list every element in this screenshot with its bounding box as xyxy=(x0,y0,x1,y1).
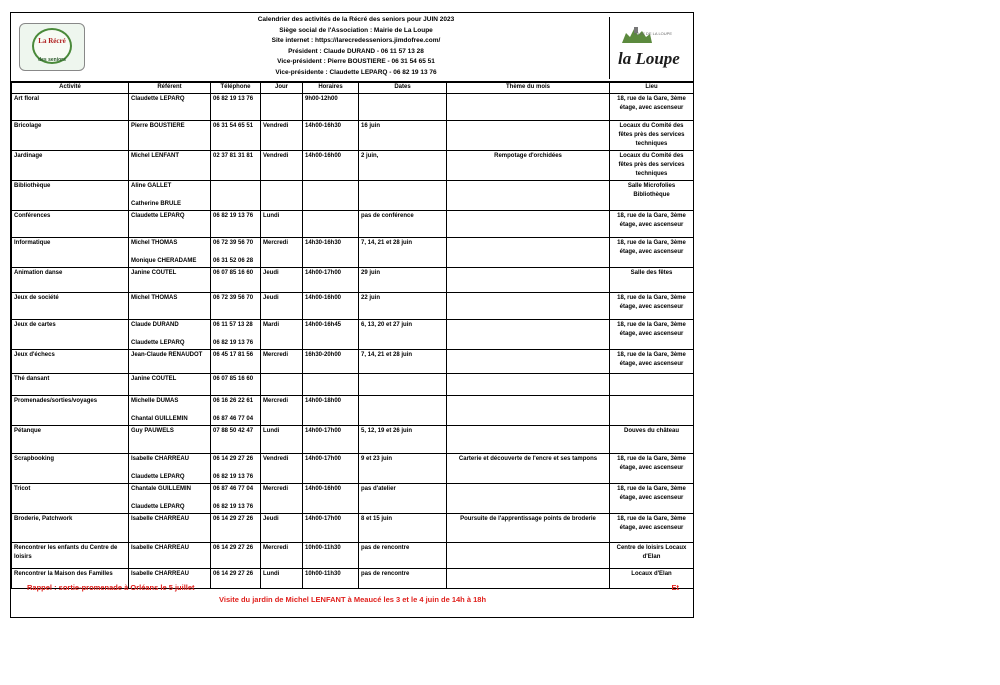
cell-lieu: Locaux du Comité des fêtes près des services techniques xyxy=(610,121,694,151)
cell-horaires: 14h00-16h45 xyxy=(303,320,359,350)
cell-activite: Thé dansant xyxy=(12,374,129,396)
cell-dates xyxy=(359,374,447,396)
cell-theme xyxy=(447,426,610,454)
telephone-line: 06 87 46 77 04 xyxy=(213,416,254,422)
cell-referent xyxy=(129,426,211,454)
table-row xyxy=(12,374,694,396)
cell-telephone xyxy=(211,121,261,151)
referent-line: Chantal GUILLEMIN xyxy=(131,416,188,422)
cell-referent xyxy=(129,94,211,121)
table-row xyxy=(12,484,694,514)
column-header: Jour xyxy=(261,83,303,94)
cell-horaires xyxy=(303,181,359,211)
cell-horaires: 14h00-16h00 xyxy=(303,151,359,181)
cell-dates: 2 juin, xyxy=(359,151,447,181)
cell-jour xyxy=(261,181,303,211)
cell-jour: Lundi xyxy=(261,569,303,589)
cell-dates: 5, 12, 19 et 26 juin xyxy=(359,426,447,454)
cell-referent xyxy=(129,121,211,151)
cell-referent xyxy=(129,454,211,484)
rappel-text: Rappel : sortie-promenade à Orléans le 5 juillet xyxy=(27,583,195,592)
cell-jour xyxy=(261,94,303,121)
table-row xyxy=(12,94,694,121)
referent-line: Michel THOMAS xyxy=(131,240,178,246)
cell-lieu xyxy=(610,374,694,396)
cell-horaires: 14h00-17h00 xyxy=(303,454,359,484)
cell-activite: Bricolage xyxy=(12,121,129,151)
cell-horaires xyxy=(303,211,359,238)
cell-dates: 22 juin xyxy=(359,293,447,320)
cell-jour: Vendredi xyxy=(261,121,303,151)
cell-telephone xyxy=(211,543,261,569)
cell-activite: Rencontrer les enfants du Centre de loisirs xyxy=(12,543,129,569)
telephone-line: 06 82 19 13 76 xyxy=(213,96,254,102)
cell-dates: 6, 13, 20 et 27 juin xyxy=(359,320,447,350)
cell-dates: pas de conférence xyxy=(359,211,447,238)
cell-theme xyxy=(447,268,610,293)
referent-line: Isabelle CHARREAU xyxy=(131,545,190,551)
telephone-line: 06 16 26 22 61 xyxy=(213,398,254,404)
column-header: Thème du mois xyxy=(447,83,610,94)
cell-horaires: 10h00-11h30 xyxy=(303,543,359,569)
cell-lieu: 18, rue de la Gare, 3ème étage, avec ascenseur xyxy=(610,94,694,121)
referent-line: Michelle DUMAS xyxy=(131,398,179,404)
telephone-line: 06 82 19 13 76 xyxy=(213,213,254,219)
cell-referent xyxy=(129,293,211,320)
referent-line: Isabelle CHARREAU xyxy=(131,456,190,462)
telephone-line: 06 45 17 81 56 xyxy=(213,352,254,358)
cell-theme xyxy=(447,94,610,121)
cell-activite: Animation danse xyxy=(12,268,129,293)
header-line: Siège social de l'Association : Mairie de La Loupe xyxy=(279,26,433,34)
table-row xyxy=(12,454,694,484)
cell-theme xyxy=(447,374,610,396)
cell-jour: Mercredi xyxy=(261,238,303,268)
cell-telephone xyxy=(211,484,261,514)
cell-horaires: 14h00-16h00 xyxy=(303,293,359,320)
cell-activite: Conférences xyxy=(12,211,129,238)
referent-line: Claudette LEPARQ xyxy=(131,213,185,219)
cell-referent xyxy=(129,514,211,543)
referent-line: Monique CHERADAME xyxy=(131,258,197,264)
cell-lieu: Centre de loisirs Locaux d'Elan xyxy=(610,543,694,569)
cell-jour: Mercredi xyxy=(261,543,303,569)
cell-theme xyxy=(447,293,610,320)
cell-theme: Carterie et découverte de l'encre et ses tampons xyxy=(447,454,610,484)
telephone-line: 06 82 19 13 76 xyxy=(213,340,254,346)
cell-theme xyxy=(447,320,610,350)
telephone-line: 02 37 81 31 81 xyxy=(213,153,254,159)
cell-jour: Jeudi xyxy=(261,514,303,543)
cell-telephone xyxy=(211,320,261,350)
cell-jour: Lundi xyxy=(261,211,303,238)
cell-referent xyxy=(129,211,211,238)
referent-line: Chantale GUILLEMIN xyxy=(131,486,192,492)
cell-telephone xyxy=(211,94,261,121)
document-header xyxy=(11,13,693,82)
cell-referent xyxy=(129,181,211,211)
cell-dates: 29 juin xyxy=(359,268,447,293)
cell-referent xyxy=(129,543,211,569)
cell-jour: Mercredi xyxy=(261,350,303,374)
cell-telephone xyxy=(211,350,261,374)
town-logo: VILLE DE LA LOUPE la Loupe xyxy=(609,17,687,79)
cell-lieu: 18, rue de la Gare, 3ème étage, avec ascenseur xyxy=(610,211,694,238)
table-row xyxy=(12,238,694,268)
cell-lieu: 18, rue de la Gare, 3ème étage, avec ascenseur xyxy=(610,293,694,320)
telephone-line: 06 82 19 13 76 xyxy=(213,504,254,510)
cell-telephone xyxy=(211,151,261,181)
telephone-line: 07 88 50 42 47 xyxy=(213,428,254,434)
cell-telephone xyxy=(211,268,261,293)
association-logo: La Récré des seniors xyxy=(19,23,85,71)
cell-referent xyxy=(129,374,211,396)
cell-lieu: Douves du château xyxy=(610,426,694,454)
cell-activite: Jeux de société xyxy=(12,293,129,320)
cell-lieu xyxy=(610,396,694,426)
cell-horaires: 14h00-17h00 xyxy=(303,514,359,543)
cell-activite: Broderie, Patchwork xyxy=(12,514,129,543)
cell-activite: Rencontrer la Maison des Familles xyxy=(12,569,129,589)
cell-jour: Lundi xyxy=(261,426,303,454)
cell-horaires: 14h30-16h30 xyxy=(303,238,359,268)
referent-line: Claudette LEPARQ xyxy=(131,96,185,102)
cell-referent xyxy=(129,396,211,426)
cell-lieu: 18, rue de la Gare, 3ème étage, avec ascenseur xyxy=(610,514,694,543)
column-header: Référent xyxy=(129,83,211,94)
referent-line: Claude DURAND xyxy=(131,322,179,328)
cell-activite: Pétanque xyxy=(12,426,129,454)
referent-line: Isabelle CHARREAU xyxy=(131,571,190,577)
cell-dates: 9 et 23 juin xyxy=(359,454,447,484)
telephone-line xyxy=(213,182,258,191)
telephone-line: 06 07 85 16 60 xyxy=(213,376,254,382)
cell-activite: Scrapbooking xyxy=(12,454,129,484)
cell-horaires xyxy=(303,374,359,396)
cell-jour xyxy=(261,374,303,396)
table-row xyxy=(12,543,694,569)
cell-theme xyxy=(447,350,610,374)
cell-referent xyxy=(129,151,211,181)
cell-horaires: 16h30-20h00 xyxy=(303,350,359,374)
table-row xyxy=(12,320,694,350)
cell-theme xyxy=(447,181,610,211)
cell-dates: pas de rencontre xyxy=(359,543,447,569)
activities-table xyxy=(11,82,694,589)
header-line: Vice-président : Pierre BOUSTIERE - 06 31 54 65 51 xyxy=(277,58,435,65)
cell-theme xyxy=(447,543,610,569)
table-row xyxy=(12,151,694,181)
telephone-line: 06 14 29 27 26 xyxy=(213,545,254,551)
cell-horaires: 9h00-12h00 xyxy=(303,94,359,121)
cell-telephone xyxy=(211,181,261,211)
referent-line: Michel THOMAS xyxy=(131,295,178,301)
column-header: Téléphone xyxy=(211,83,261,94)
cell-theme xyxy=(447,121,610,151)
referent-line: Guy PAUWELS xyxy=(131,428,174,434)
cell-dates xyxy=(359,94,447,121)
referent-line: Claudette LEPARQ xyxy=(131,340,185,346)
referent-line: Claudette LEPARQ xyxy=(131,474,185,480)
cell-referent xyxy=(129,268,211,293)
reminder-footer xyxy=(11,581,693,617)
telephone-line: 06 14 29 27 26 xyxy=(213,516,254,522)
header-line: Site internet : https://larecredesseniors.jimdofree.com/ xyxy=(271,37,441,44)
referent-line: Claudette LEPARQ xyxy=(131,504,185,510)
cell-dates xyxy=(359,181,447,211)
cell-dates: 8 et 15 juin xyxy=(359,514,447,543)
cell-horaires: 10h00-11h30 xyxy=(303,569,359,589)
column-header: Horaires xyxy=(303,83,359,94)
cell-dates: pas d'atelier xyxy=(359,484,447,514)
telephone-line: 06 31 54 65 51 xyxy=(213,123,254,129)
header-line: Calendrier des activités de la Récré des seniors pour JUIN 2023 xyxy=(257,16,455,23)
telephone-line: 06 87 46 77 04 xyxy=(213,486,254,492)
cell-telephone xyxy=(211,211,261,238)
cell-jour: Vendredi xyxy=(261,151,303,181)
cell-jour: Vendredi xyxy=(261,454,303,484)
table-header-row xyxy=(12,83,694,94)
cell-activite: Jeux d'échecs xyxy=(12,350,129,374)
cell-lieu: Salle Microfolies Bibliothèque xyxy=(610,181,694,211)
cell-telephone xyxy=(211,238,261,268)
cell-referent xyxy=(129,320,211,350)
telephone-line: 06 14 29 27 26 xyxy=(213,456,254,462)
column-header: Activité xyxy=(12,83,129,94)
table-row xyxy=(12,181,694,211)
referent-line: Isabelle CHARREAU xyxy=(131,516,190,522)
table-row xyxy=(12,426,694,454)
referent-line: Janine COUTEL xyxy=(131,376,177,382)
cell-theme xyxy=(447,211,610,238)
cell-telephone xyxy=(211,396,261,426)
referent-line: Catherine BRULE xyxy=(131,201,182,207)
cell-activite: Bibliothèque xyxy=(12,181,129,211)
table-row xyxy=(12,396,694,426)
column-header: Dates xyxy=(359,83,447,94)
table-row xyxy=(12,121,694,151)
cell-referent xyxy=(129,350,211,374)
cell-activite: Promenades/sorties/voyages xyxy=(12,396,129,426)
cell-telephone xyxy=(211,426,261,454)
referent-line: Michel LENFANT xyxy=(131,153,180,159)
header-lines xyxy=(231,15,481,78)
cell-theme xyxy=(447,484,610,514)
table-row xyxy=(12,268,694,293)
cell-telephone xyxy=(211,514,261,543)
cell-activite: Tricot xyxy=(12,484,129,514)
telephone-line: 06 82 19 13 76 xyxy=(213,474,254,480)
header-line: Président : Claude DURAND - 06 11 57 13 28 xyxy=(288,47,424,55)
cell-horaires: 14h00-18h00 xyxy=(303,396,359,426)
cell-activite: Jeux de cartes xyxy=(12,320,129,350)
table-row xyxy=(12,350,694,374)
table-row xyxy=(12,211,694,238)
cell-lieu: 18, rue de la Gare, 3ème étage, avec ascenseur xyxy=(610,350,694,374)
cell-dates: 16 juin xyxy=(359,121,447,151)
et-text: Et xyxy=(671,583,679,592)
cell-lieu: 18, rue de la Gare, 3ème étage, avec ascenseur xyxy=(610,454,694,484)
cell-telephone xyxy=(211,293,261,320)
cell-dates: 7, 14, 21 et 28 juin xyxy=(359,350,447,374)
cell-horaires: 14h00-16h00 xyxy=(303,484,359,514)
telephone-line: 06 72 39 56 70 xyxy=(213,240,254,246)
cell-lieu: Locaux d'Elan xyxy=(610,569,694,589)
referent-line: Janine COUTEL xyxy=(131,270,177,276)
telephone-line: 06 11 57 13 28 xyxy=(213,322,253,328)
cell-horaires: 14h00-16h30 xyxy=(303,121,359,151)
visite-text: Visite du jardin de Michel LENFANT à Meaucé les 3 et le 4 juin de 14h à 18h xyxy=(219,595,487,604)
cell-lieu: Salle des fêtes xyxy=(610,268,694,293)
cell-jour: Mercredi xyxy=(261,484,303,514)
telephone-line: 06 31 52 06 28 xyxy=(213,258,254,264)
referent-line: Aline GALLET xyxy=(131,183,172,189)
cell-theme xyxy=(447,396,610,426)
cell-horaires: 14h00-17h00 xyxy=(303,268,359,293)
cell-lieu: 18, rue de la Gare, 3ème étage, avec ascenseur xyxy=(610,238,694,268)
cell-referent xyxy=(129,238,211,268)
cell-telephone xyxy=(211,374,261,396)
referent-line: Jean-Claude RENAUDOT xyxy=(131,352,203,358)
cell-jour: Jeudi xyxy=(261,293,303,320)
referent-line: Pierre BOUSTIERE xyxy=(131,123,185,129)
cell-horaires: 14h00-17h00 xyxy=(303,426,359,454)
cell-dates xyxy=(359,396,447,426)
cell-dates: 7, 14, 21 et 28 juin xyxy=(359,238,447,268)
table-row xyxy=(12,514,694,543)
cell-dates: pas de rencontre xyxy=(359,569,447,589)
telephone-line: 06 14 29 27 26 xyxy=(213,571,254,577)
cell-activite: Informatique xyxy=(12,238,129,268)
cell-lieu: Locaux du Comité des fêtes près des services techniques xyxy=(610,151,694,181)
cell-jour: Mercredi xyxy=(261,396,303,426)
cell-jour: Mardi xyxy=(261,320,303,350)
header-line: Vice-présidente : Claudette LEPARQ - 06 82 19 13 76 xyxy=(275,68,437,76)
cell-activite: Art floral xyxy=(12,94,129,121)
column-header: Lieu xyxy=(610,83,694,94)
cell-telephone xyxy=(211,454,261,484)
cell-jour: Jeudi xyxy=(261,268,303,293)
cell-lieu: 18, rue de la Gare, 3ème étage, avec ascenseur xyxy=(610,484,694,514)
table-row xyxy=(12,293,694,320)
calendar-sheet xyxy=(10,12,694,618)
telephone-line: 06 72 39 56 70 xyxy=(213,295,254,301)
cell-theme xyxy=(447,238,610,268)
telephone-line: 06 07 85 16 60 xyxy=(213,270,254,276)
cell-lieu: 18, rue de la Gare, 3ème étage, avec ascenseur xyxy=(610,320,694,350)
cell-activite: Jardinage xyxy=(12,151,129,181)
cell-referent xyxy=(129,484,211,514)
cell-theme: Rempotage d'orchidées xyxy=(447,151,610,181)
cell-theme: Poursuite de l'apprentissage points de broderie xyxy=(447,514,610,543)
